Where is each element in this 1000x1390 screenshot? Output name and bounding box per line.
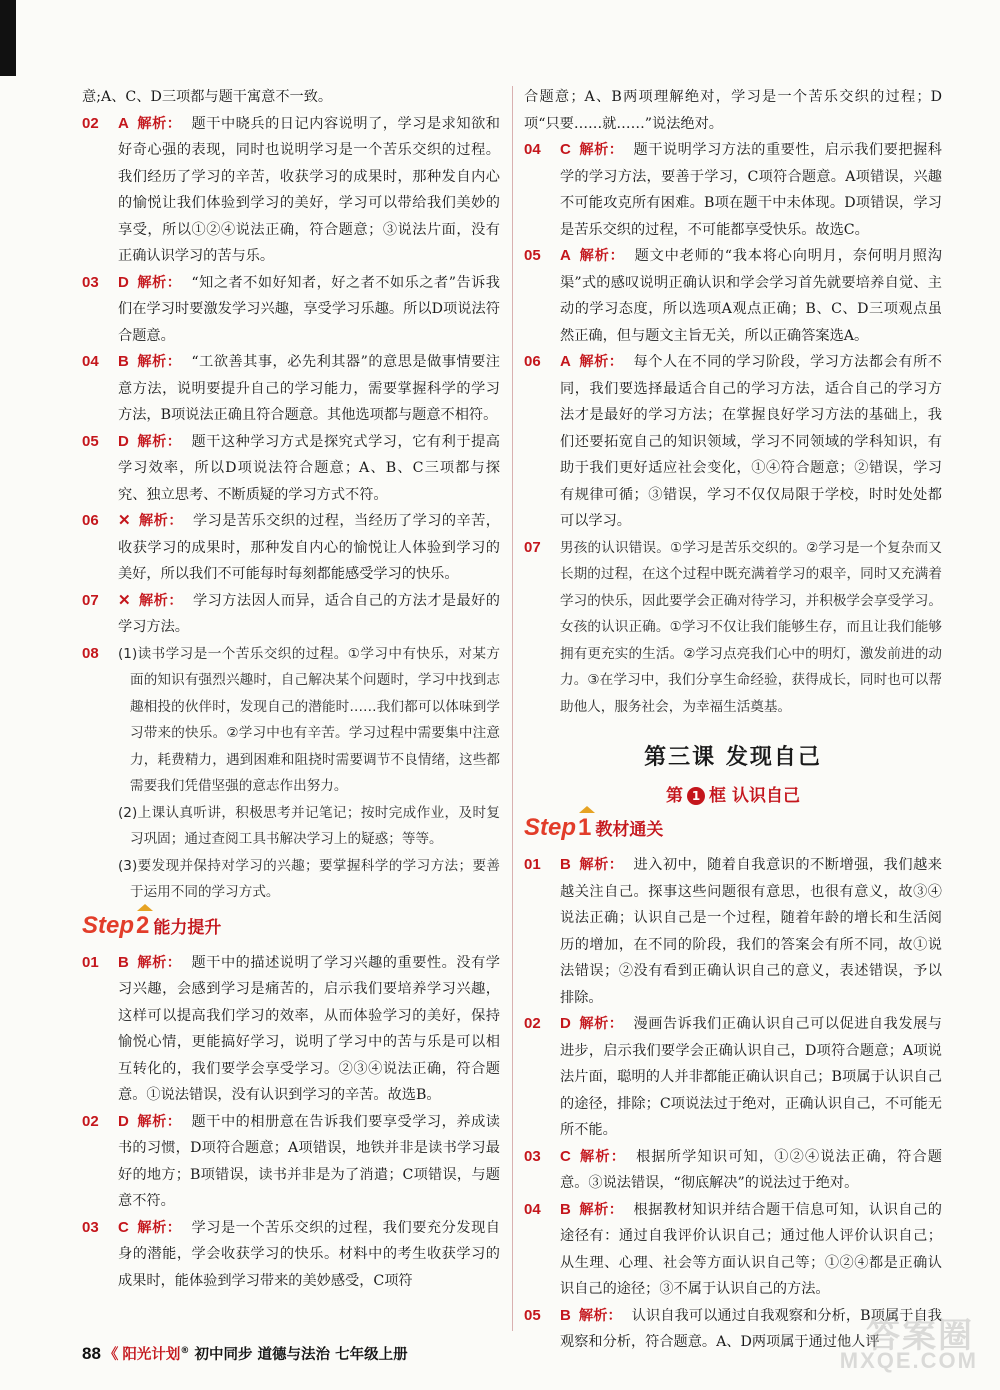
answer-letter: B (118, 953, 129, 971)
page-number: 88 (82, 1344, 101, 1363)
answer-item (82, 588, 500, 641)
analysis-label: 解析： (136, 274, 182, 291)
right-intro: 合题意；A、B两项理解绝对，学习是一个苦乐交织的过程；D项“只要……就……”说法绝对。 (524, 89, 942, 132)
question-number: 02 (524, 1015, 541, 1032)
analysis-text: “知之者不如好知者，好之者不如乐之者”告诉我们在学习时要激发学习兴趣，享受学习乐趣。所以D项说法符合题意。 (118, 274, 500, 344)
watermark-logo (832, 1308, 982, 1378)
analysis-label: 解析： (578, 142, 624, 158)
analysis-label: 解析： (136, 115, 182, 132)
book-title: 初中同步 道德与法治 七年级上册 (194, 1347, 408, 1363)
analysis-text: 根据所学知识可知，①②④说法正确，符合题意。③说法错误，“彻底解决”的说法过于绝对。 (560, 1148, 942, 1191)
analysis-text: 进入初中，随着自我意识的不断增强，我们越来越关注自己。探事这些问题很有意思，也很有意义，故③④说法正确；认识自己是一个过程，随着年龄的增长和生活阅历的增加，在不同的阶段，我们的答案会有所不同，故①说法错误；②没有看到正确认识自己的意义，表述错误，予以排除。 (560, 857, 942, 1006)
registered-mark: ® (180, 1346, 190, 1356)
analysis-label: 解析： (578, 248, 625, 264)
answer-07-text: 男孩的认识错误。①学习是苦乐交织的。②学习是一个复杂而又长期的过程，在这个过程中既充满着学习的艰辛，同时又充满着学习的快乐，因此要学会正确对待学习，并积极学会享受学习。女孩的认识正确。①学习不仅让我们能够生存，而且让我们能够拥有更充实的生活。②学习点亮我们心中的明灯，激发前进的动力。③在学习中，我们分享生命经验，获得成长，同时也可以帮助他人，服务社会，为幸福生活奠基。 (560, 539, 942, 715)
question-07 (524, 535, 942, 721)
analysis-label: 解析： (578, 857, 624, 873)
question-number: 01 (524, 856, 541, 873)
step-label: 能力提升 (153, 917, 222, 938)
right-answers-part2 (524, 852, 942, 1356)
analysis-text: 学习方法因人而异，适合自己的方法才是最好的学习方法。 (118, 592, 500, 635)
analysis-text: 题干中的相册意在告诉我们要享受学习，养成读书的习惯，D项符合题意；A项错误，地铁并非是读书学习最好的地方；B项错误，读书并非是为了消遣；C项错误，与题意不符。 (118, 1113, 500, 1209)
answer-item (524, 349, 942, 535)
question-number: 03 (82, 273, 99, 291)
frame-number-badge: 1 (687, 787, 705, 805)
analysis-label: 解析： (136, 1113, 182, 1130)
analysis-label: 解析： (578, 1148, 627, 1165)
page-footer (82, 1343, 408, 1364)
answer-letter: ✕ (118, 591, 131, 609)
analysis-label: 解析： (578, 1016, 624, 1032)
answer-item (82, 349, 500, 429)
analysis-label: 解析： (578, 1201, 624, 1218)
answer-item (524, 1144, 942, 1197)
question-number: 01 (82, 953, 99, 971)
cap-icon (137, 904, 153, 911)
question-number: 07 (524, 538, 541, 556)
chevron-icon: 《 (103, 1347, 119, 1363)
brand-name: 阳光计划 (122, 1347, 181, 1363)
question-number: 07 (82, 591, 99, 609)
answer-item (82, 429, 500, 509)
cap-icon (579, 806, 595, 813)
answer-08-3: (3)要发现并保持对学习的兴趣；要掌握科学的学习方法；要善于运用不同的学习方式。 (118, 857, 500, 900)
analysis-text: 每个人在不同的学习阶段，学习方法都会有所不同，我们要选择最适合自己的学习方法，适合自己的学习方法才是最好的学习方法；在掌握良好学习方法的基础上，我们还要拓宽自己的知识领域，学习不同领域的学科知识，有助于我们更好适应社会变化，①④符合题意；②错误，学习有规律可循；③错误，学习不仅仅局限于学校，时时处处都可以学习。 (560, 354, 942, 529)
analysis-label: 解析： (138, 592, 183, 609)
analysis-label: 解析： (136, 433, 182, 450)
watermark-url: MXQE.COM (839, 1348, 978, 1373)
analysis-text: 题干这种学习方式是探究式学习，它有利于提高学习效率，所以D项说法符合题意；A、B、C三项都与探究、独立思考、不断质疑的学习方式不符。 (118, 433, 500, 503)
analysis-text: 根据教材知识并结合题干信息可知，认识自己的途径有：通过自我评价认识自己；通过他人评价认识自己；从生理、心理、社会等方面认识自己等；①②④都是正确认识自己的途径；③不属于认识自己的方法。 (560, 1201, 942, 1297)
answer-letter: C (560, 1147, 571, 1165)
question-number: 02 (82, 1112, 99, 1130)
analysis-label: 解析： (578, 1307, 622, 1324)
answer-letter: D (118, 432, 129, 450)
analysis-label: 解析： (136, 1219, 182, 1236)
question-number: 05 (524, 247, 541, 264)
question-number: 03 (524, 1147, 541, 1165)
analysis-text: 学习是苦乐交织的过程，当经历了学习的辛苦，收获学习的成果时，那种发自内心的愉悦让人体验到学习的美好，所以我们不可能每时每刻都能感受学习的快乐。 (118, 513, 500, 582)
left-answers-part2 (82, 950, 500, 1295)
question-number: 02 (82, 114, 99, 132)
answer-letter: A (560, 247, 571, 264)
analysis-label: 解析： (138, 513, 183, 529)
step-number: 1 (578, 814, 591, 841)
answer-letter: D (118, 273, 129, 291)
answer-item (82, 508, 500, 588)
analysis-text: 题干中晓兵的日记内容说明了，学习是求知欲和好奇心强的表现，同时也说明学习是一个苦乐交织的过程。我们经历了学习的辛苦，收获学习的成果时，那种发自内心的愉悦让我们体验到学习的美好，学习可以带给我们美妙的享受，所以①②④说法正确，符合题意；③说法片面，没有正确认识学习的苦与乐。 (118, 115, 500, 264)
analysis-label: 解析： (136, 954, 182, 971)
step-2-heading (82, 912, 500, 946)
answer-08-1: (1)读书学习是一个苦乐交织的过程。①学习中有快乐，对某方面的知识有强烈兴趣时，自己解决某个问题时，学习中找到志趣相投的伙伴时，发现自己的潜能时……我们都可以体味到学习带来的快乐。②学习中也有辛苦。学习过程中需要集中注意力，耗费精力，遇到困难和阻挠时需要调节不良情绪，这些都需要我们凭借坚强的意志作出努力。 (118, 645, 500, 794)
watermark-text: 答案圈 (866, 1316, 974, 1356)
question-number: 06 (82, 512, 99, 529)
answer-letter: A (560, 353, 571, 370)
analysis-text: 漫画告诉我们正确认识自己可以促进自我发展与进步，启示我们要学会正确认识自己，D项符合题意；A项说法片面，聪明的人并非都能正确认识自己；B项属于认识自己的途径，排除；C项说法过于绝对，正确认识自己，不可能无所不能。 (560, 1016, 942, 1138)
answer-letter: A (118, 114, 129, 132)
step-label: 教材通关 (595, 820, 664, 840)
question-number: 08 (82, 644, 99, 662)
answer-letter: C (560, 141, 571, 158)
answer-letter: C (118, 1218, 129, 1236)
answer-letter: B (118, 353, 129, 370)
answer-item (82, 1109, 500, 1215)
analysis-text: “工欲善其事，必先利其器”的意思是做事情要注意方法，说明要提升自己的学习能力，需要掌握科学的学习方法，B项说法正确且符合题意。其他选项都与题意不相符。 (118, 354, 500, 423)
question-number: 05 (524, 1306, 541, 1324)
question-number: 03 (82, 1218, 99, 1236)
question-number: 05 (82, 432, 99, 450)
answer-item (82, 270, 500, 350)
answer-item (524, 852, 942, 1011)
answer-letter: B (560, 1306, 571, 1324)
answer-item (82, 111, 500, 270)
answer-letter: D (560, 1015, 571, 1032)
analysis-text: 题干中的描述说明了学习兴趣的重要性。没有学习兴趣，会感到学习是痛苦的，启示我们要培养学习兴趣，这样可以提高我们学习的效率，从而体验学习的美好，保持愉悦心情，更能搞好学习，说明了学习中的苦与乐是可以相互转化的，我们要学会享受学习。②③④说法正确，符合题意。①说法错误，没有认识到学习的辛苦。故选B。 (118, 954, 500, 1103)
question-08 (82, 641, 500, 906)
left-intro: 意;A、C、D三项都与题干寓意不一致。 (82, 89, 333, 105)
answer-letter: D (118, 1112, 129, 1130)
answer-item (524, 137, 942, 243)
question-number: 04 (82, 353, 99, 370)
question-number: 04 (524, 1200, 541, 1218)
step-word: Step (524, 814, 577, 841)
answer-letter: B (560, 856, 571, 873)
analysis-label: 解析： (136, 354, 182, 370)
left-answers-part1 (82, 111, 500, 641)
analysis-text: 认识自我可以通过自我观察和分析，B项属于自我观察和分析，符合题意。A、D两项属于通过他人评 (560, 1307, 942, 1350)
corner-tab (0, 0, 16, 76)
analysis-text: 学习是一个苦乐交织的过程，我们要充分发现自身的潜能，学会收获学习的快乐。材料中的考生收获学习的成果时，能体验到学习带来的美妙感受，C项符 (118, 1219, 500, 1289)
answer-item (82, 950, 500, 1109)
answer-08-2: (2)上课认真听讲，积极思考并记笔记；按时完成作业，及时复习巩固；通过查阅工具书解决学习上的疑惑；等等。 (118, 804, 500, 847)
answer-item (524, 1011, 942, 1144)
analysis-label: 解析： (578, 354, 624, 370)
answer-item (524, 243, 942, 349)
frame-title: 第 1 框 认识自己 (666, 786, 800, 806)
right-column (524, 84, 942, 1356)
question-number: 04 (524, 141, 541, 158)
left-column (82, 84, 500, 1294)
analysis-text: 题文中老师的“我本将心向明月，奈何明月照沟渠”式的感叹说明正确认识和学会学习首先就要培养自觉、主动的学习态度，所以选项A观点正确；B、C、D三项观点虽然正确，但与题文主旨无关，所以正确答案选A。 (560, 248, 942, 344)
analysis-text: 题干说明学习方法的重要性，启示我们要把握科学的学习方法，要善于学习，C项符合题意。A项错误，兴趣不可能攻克所有困难。B项在题干中未体现。D项错误，学习是苦乐交织的过程，不可能都享受快乐。故选C。 (560, 142, 942, 238)
question-number: 06 (524, 353, 541, 370)
lesson-title: 第三课 发现自己 (644, 745, 822, 770)
answer-item (82, 1215, 500, 1295)
right-answers-part1 (524, 137, 942, 535)
column-divider (512, 86, 513, 1331)
answer-letter: B (560, 1200, 571, 1218)
step-1-heading (524, 814, 942, 848)
answer-item (524, 1197, 942, 1303)
step-word: Step (82, 911, 135, 939)
answer-letter: ✕ (118, 512, 131, 529)
step-number: 2 (136, 912, 149, 939)
